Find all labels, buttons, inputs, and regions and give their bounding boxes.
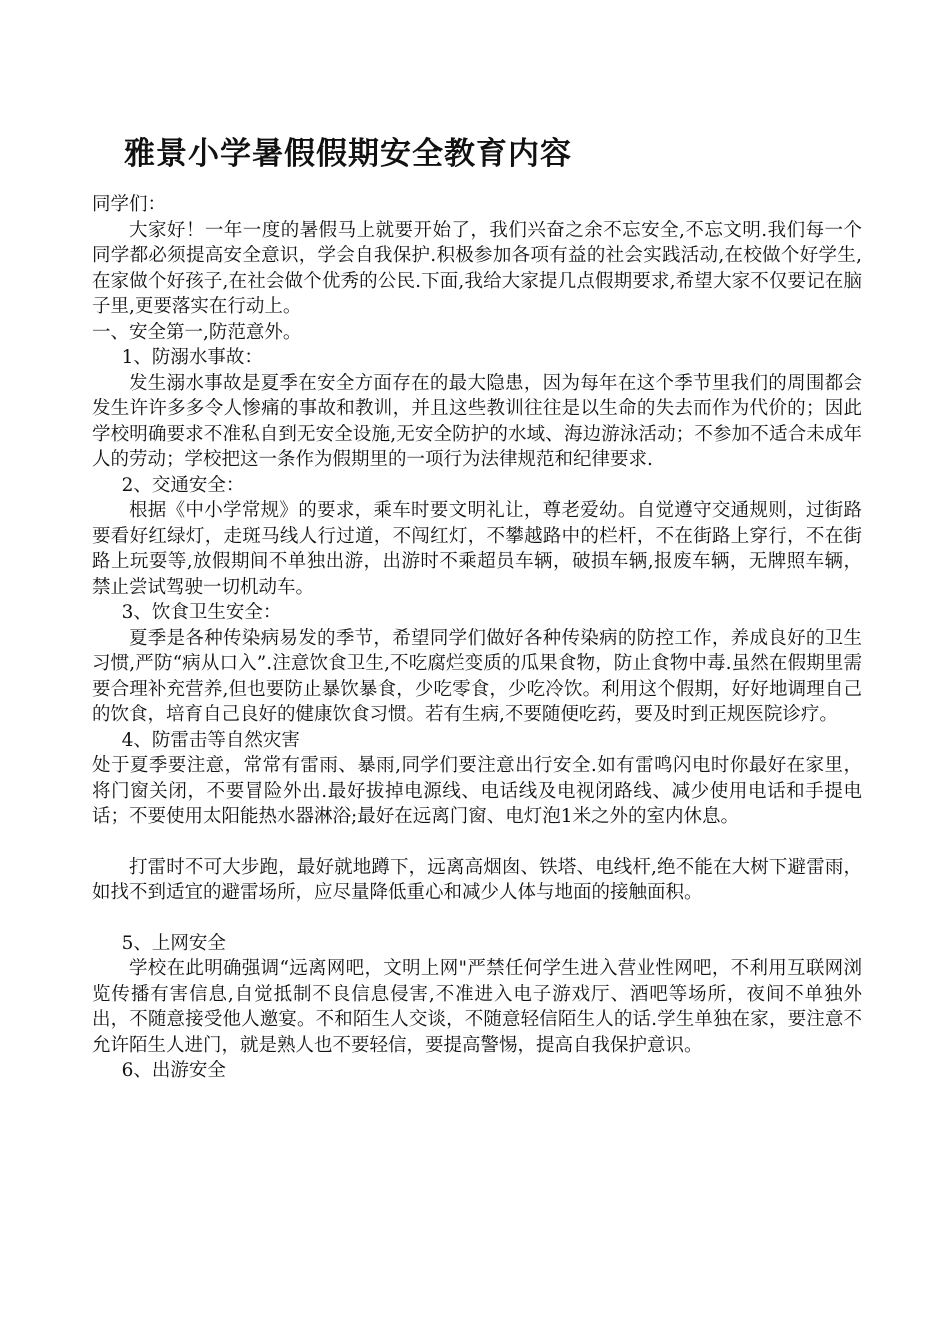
item-heading: 1、防溺水事故： [121,347,263,368]
paragraph-gap [92,830,862,855]
document-body [92,192,862,1084]
item-heading: 2、交通安全： [121,474,245,496]
item-heading: 6、出游安全 [121,1060,226,1081]
item-heading: 3、饮食卫生安全： [121,602,282,623]
item-heading: 4、防雷击等自然灾害 [121,729,300,751]
item-paragraph: 夏季是各种传染病易发的季节，希望同学们做好各种传染病的防控工作，养成良好的卫生习惯,严防“病从口入”.注意饮食卫生,不吃腐烂变质的瓜果食物，防止食物中毒.虽然在假期里需要合理补充营养,但也要防止暴饮暴食，少吃零食，少吃冷饮。利用这个假期，好好地调理自己的饮食，培育自己良好的健康饮食习惯。若有生病,不要随便吃药，要及时到正规医院诊疗。 [92,627,862,725]
item-paragraph: 处于夏季要注意，常常有雷雨、暴雨,同学们要注意出行安全.如有雷鸣闪电时你最好在家里，将门窗关闭，不要冒险外出.最好拔掉电源线、电话线及电视闭路线、减少使用电话和手提电话；不要使用太阳能热水器淋浴;最好在远离门窗、电灯泡1米之外的室内休息。 [92,755,862,827]
item-paragraph: 根据《中小学常规》的要求，乘车时要文明礼让，尊老爱幼。自觉遵守交通规则，过街路要看好红绿灯，走斑马线人行过道，不闯红灯，不攀越路中的栏杆，不在街路上穿行，不在街路上玩耍等,放假期间不单独出游，出游时不乘超员车辆，破损车辆,报废车辆，无牌照车辆，禁止尝试驾驶一切机动车。 [92,500,862,598]
section-heading: 一、安全第一,防范意外。 [92,321,302,343]
intro-paragraph: 大家好！一年一度的暑假马上就要开始了，我们兴奋之余不忘安全,不忘文明.我们每一个同学都必须提高安全意识，学会自我保护.积极参加各项有益的社会实践活动,在校做个好学生,在家做个好孩子,在社会做个优秀的公民.下面,我给大家提几点假期要求,希望大家不仅要记在脑子里,更要落实在行动上。 [92,219,862,317]
paragraph-gap [92,906,862,931]
greeting: 同学们： [92,194,167,215]
document-title: 雅景小学暑假假期安全教育内容 [124,136,572,172]
item-paragraph: 学校在此明确强调“远离网吧，文明上网"严禁任何学生进入营业性网吧，不利用互联网浏览传播有害信息,自觉抵制不良信息侵害,不准进入电子游戏厅、酒吧等场所，夜间不单独外出，不随意接受他人邀宴。不和陌生人交谈，不随意轻信陌生人的话.学生单独在家，要注意不允许陌生人进门，就是熟人也不要轻信，要提高警惕，提高自我保护意识。 [92,958,862,1056]
item-heading: 5、上网安全 [121,932,226,954]
item-paragraph: 发生溺水事故是夏季在安全方面存在的最大隐患，因为每年在这个季节里我们的周围都会发生许许多多令人惨痛的事故和教训，并且这些教训往往是以生命的失去而作为代价的；因此学校明确要求不准私自到无安全设施,无安全防护的水域、海边游泳活动；不参加不适合未成年人的劳动；学校把这一条作为假期里的一项行为法律规范和纪律要求. [92,372,862,470]
item-paragraph: 打雷时不可大步跑，最好就地蹲下，远离高烟囱、铁塔、电线杆,绝不能在大树下避雷雨，如找不到适宜的避雷场所，应尽量降低重心和减少人体与地面的接触面积。 [92,856,862,903]
